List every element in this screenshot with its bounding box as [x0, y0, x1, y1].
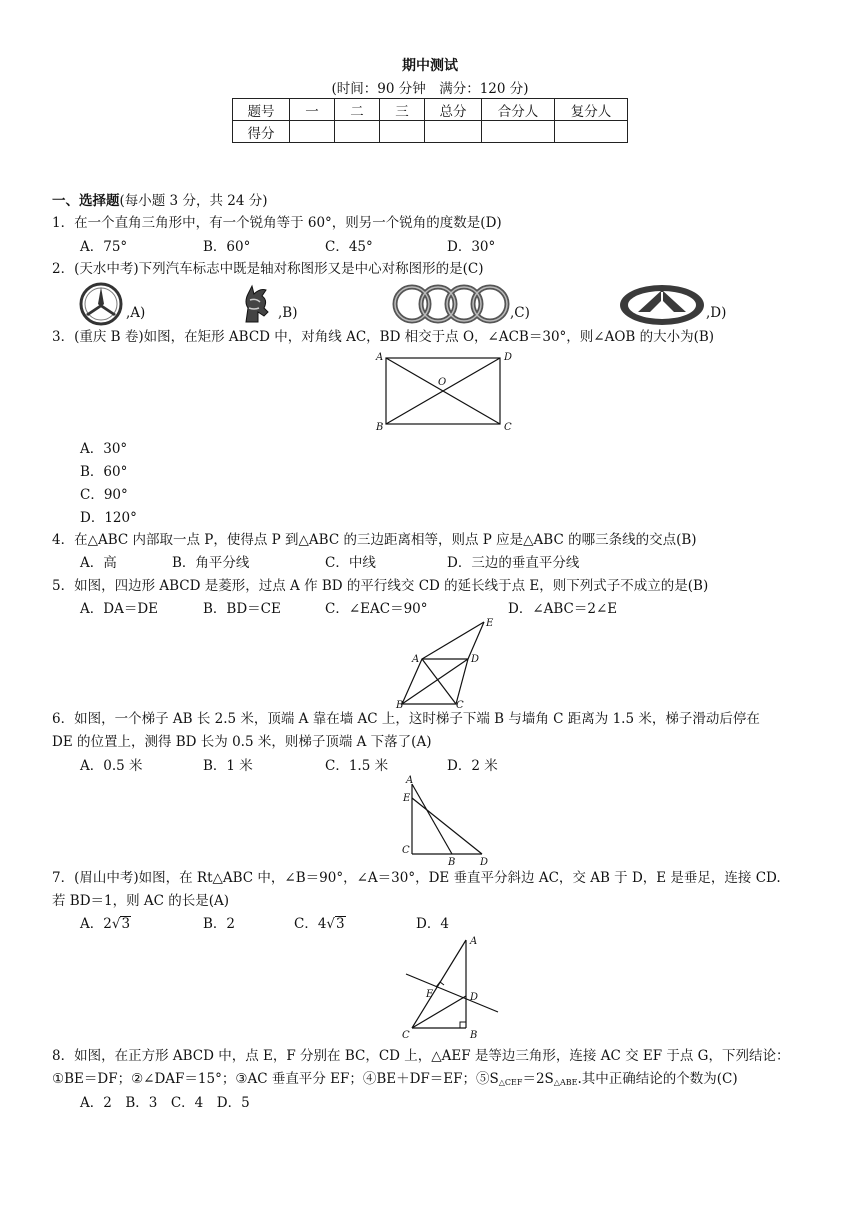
figure-label-o: O [438, 377, 447, 388]
q7-option-c-prefix: C．4 [294, 916, 327, 932]
score-input-cell[interactable] [482, 121, 555, 143]
q5-option-a: A．DA＝DE [80, 601, 159, 617]
q5-option-b: B．BD＝CE [203, 601, 281, 617]
figure-label-b: B [376, 422, 384, 433]
q4-option-b: B．角平分线 [172, 555, 250, 571]
q4-option-c: C．中线 [325, 555, 376, 571]
table-cell: 总分 [425, 99, 482, 121]
q3-option-c: C．90° [80, 487, 128, 503]
table-row [233, 99, 628, 121]
q8-subscript-2: △ABE [553, 1078, 578, 1087]
q7-option-a-radicand: 3 [121, 916, 131, 932]
q6-option-d: D．2 米 [447, 758, 498, 774]
question-6-stem-line2: DE 的位置上，测得 BD 长为 0.5 米，则梯子顶端 A 下落了(A) [52, 734, 432, 750]
table-row [233, 121, 628, 143]
figure-label-d: D [470, 992, 479, 1003]
figure-label-d: D [471, 654, 480, 665]
figure-label-d: D [504, 352, 513, 363]
figure-label-c: C [504, 422, 512, 433]
table-cell: 三 [380, 99, 425, 121]
question-3-stem: 3．(重庆 B 卷)如图，在矩形 ABCD 中，对角线 AC，BD 相交于点 O，∠ACB＝30°，则∠AOB 的大小为(B) [52, 329, 715, 345]
question-1-stem: 1．在一个直角三角形中，有一个锐角等于 60°，则另一个锐角的度数是(D) [52, 215, 502, 231]
rhombus-figure [396, 616, 500, 710]
figure-label-e: E [403, 793, 411, 804]
section-note: (每小题 3 分，共 24 分) [119, 193, 268, 209]
figure-label-e: E [486, 618, 494, 629]
score-input-cell[interactable] [425, 121, 482, 143]
figure-label-e: E [426, 989, 434, 1000]
q6-option-b: B．1 米 [203, 758, 253, 774]
table-cell: 得分 [233, 121, 290, 143]
figure-label-a: A [376, 352, 384, 363]
question-4-stem: 4．在△ABC 内部取一点 P，使得点 P 到△ABC 的三边距离相等，则点 P 应是△ABC 的哪三条线的交点(B) [52, 532, 697, 548]
table-cell: 一 [290, 99, 335, 121]
question-7-stem-line2: 若 BD＝1，则 AC 的长是(A) [52, 893, 230, 909]
figure-label-c: C [402, 845, 410, 856]
figure-label-a: A [470, 936, 478, 947]
q2-option-b-label: ,B) [278, 305, 298, 321]
question-6-stem-line1: 6．如图，一个梯子 AB 长 2.5 米，顶端 A 靠在墙 AC 上，这时梯子下端 B 与墙角 C 距离为 1.5 米，梯子滑动后停在 [52, 711, 760, 727]
exam-info: (时间：90 分钟 满分：120 分) [331, 81, 529, 97]
mercedes-logo-icon [78, 282, 126, 326]
q7-option-c [294, 915, 346, 933]
q8-conclusions-a: ①BE＝DF；②∠DAF＝15°；③AC 垂直平分 EF；④BE＋DF＝EF；⑤S [52, 1071, 499, 1087]
audi-logo-icon [392, 284, 510, 324]
figure-label-b: B [470, 1030, 478, 1041]
q2-option-c-label: ,C) [510, 305, 530, 321]
q1-option-b: B．60° [203, 239, 251, 255]
question-2-stem: 2．(天水中考)下列汽车标志中既是轴对称图形又是中心对称图形的是(C) [52, 261, 484, 277]
table-cell: 题号 [233, 99, 290, 121]
figure-label-b: B [448, 857, 456, 868]
q4-option-a: A．高 [80, 555, 117, 571]
q7-option-b: B．2 [203, 916, 236, 932]
q1-option-c: C．45° [325, 239, 373, 255]
q7-option-c-radicand: 3 [336, 916, 345, 932]
q1-option-a: A．75° [80, 239, 128, 255]
figure-label-c: C [456, 700, 464, 711]
score-input-cell[interactable] [555, 121, 628, 143]
question-5-stem: 5．如图，四边形 ABCD 是菱形，过点 A 作 BD 的平行线交 CD 的延长线于点 E，则下列式子不成立的是(B) [52, 578, 709, 594]
infiniti-logo-icon [618, 282, 706, 328]
q2-option-d-label: ,D) [706, 305, 727, 321]
section-heading [52, 192, 267, 210]
triangle-figure [398, 934, 506, 1042]
q2-option-a-label: ,A) [126, 305, 146, 321]
q5-option-c: C．∠EAC＝90° [325, 601, 428, 617]
question-8-stem-line1: 8．如图，在正方形 ABCD 中，点 E，F 分别在 BC，CD 上，△AEF 是等边三角形，连接 AC 交 EF 于点 G，下列结论： [52, 1048, 790, 1064]
table-cell: 二 [335, 99, 380, 121]
ladder-figure [398, 776, 494, 866]
rectangle-figure [372, 348, 522, 432]
q1-option-d: D．30° [447, 239, 496, 255]
table-cell: 复分人 [555, 99, 628, 121]
q7-option-a-prefix: A．2 [80, 916, 112, 932]
question-8-stem-line2 [52, 1070, 738, 1092]
score-input-cell[interactable] [335, 121, 380, 143]
q8-conclusions-c: .其中正确结论的个数为(C) [577, 1071, 738, 1087]
score-input-cell[interactable] [380, 121, 425, 143]
page-title: 期中测试 [402, 58, 458, 74]
score-table [232, 98, 628, 143]
q3-option-a: A．30° [80, 441, 128, 457]
q8-options: A．2 B．3 C．4 D．5 [80, 1095, 250, 1111]
q7-option-d: D．4 [416, 916, 449, 932]
q3-option-d: D．120° [80, 510, 137, 526]
peugeot-logo-icon [236, 282, 278, 326]
q5-option-d: D．∠ABC＝2∠E [508, 601, 618, 617]
figure-label-d: D [480, 857, 489, 868]
score-input-cell[interactable] [290, 121, 335, 143]
q4-option-d: D．三边的垂直平分线 [447, 555, 580, 571]
q8-conclusions-b: ＝2S [522, 1071, 554, 1087]
q8-subscript-1: △CEF [498, 1078, 523, 1087]
q7-option-a [80, 915, 131, 933]
figure-label-b: B [396, 700, 404, 711]
sqrt-sign: √ [326, 916, 336, 932]
figure-label-a: A [412, 654, 420, 665]
figure-label-a: A [406, 775, 414, 786]
q6-option-c: C．1.5 米 [325, 758, 389, 774]
sqrt-sign: √ [111, 916, 121, 932]
table-cell: 合分人 [482, 99, 555, 121]
q3-option-b: B．60° [80, 464, 128, 480]
q6-option-a: A．0.5 米 [80, 758, 143, 774]
question-7-stem-line1: 7．(眉山中考)如图，在 Rt△ABC 中，∠B＝90°，∠A＝30°，DE 垂直平分斜边 AC，交 AB 于 D，E 是垂足，连接 CD. [52, 870, 781, 886]
section-title: 一、选择题 [52, 193, 120, 209]
figure-label-c: C [402, 1030, 410, 1041]
